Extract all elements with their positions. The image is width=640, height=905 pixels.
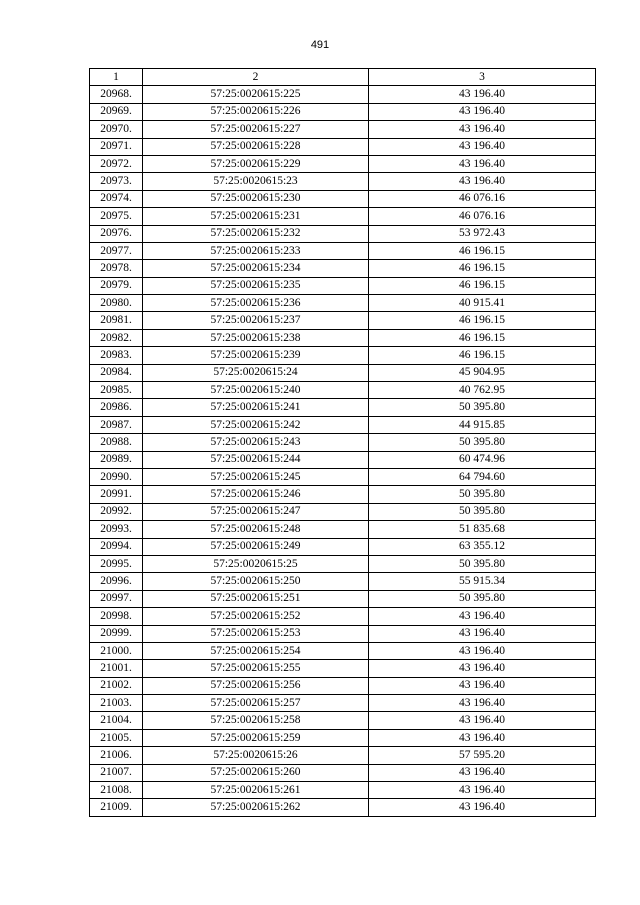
table-row [90,399,596,416]
cadastral-value-cell: 43 196.40 [369,660,596,677]
cadastral-number-cell: 57:25:0020615:248 [143,521,369,538]
cadastral-value-cell: 46 196.15 [369,347,596,364]
table-row [90,242,596,259]
cadastral-value-cell: 60 474.96 [369,451,596,468]
row-number-cell: 20981. [90,312,143,329]
cadastral-number-cell: 57:25:0020615:230 [143,190,369,207]
row-number-cell: 20980. [90,295,143,312]
cadastral-value-cell: 46 196.15 [369,312,596,329]
cadastral-number-cell: 57:25:0020615:244 [143,451,369,468]
table-row [90,416,596,433]
row-number-cell: 20975. [90,208,143,225]
cadastral-value-cell: 43 196.40 [369,608,596,625]
table-row [90,103,596,120]
cadastral-number-cell: 57:25:0020615:240 [143,382,369,399]
row-number-cell: 20971. [90,138,143,155]
cadastral-value-cell: 46 196.15 [369,242,596,259]
row-number-cell: 20989. [90,451,143,468]
cadastral-value-cell: 45 904.95 [369,364,596,381]
row-number-cell: 21000. [90,642,143,659]
column-header-2: 2 [143,69,369,86]
row-number-cell: 20982. [90,329,143,346]
cadastral-number-cell: 57:25:0020615:262 [143,799,369,816]
row-number-cell: 20997. [90,590,143,607]
cadastral-value-cell: 43 196.40 [369,625,596,642]
cadastral-number-cell: 57:25:0020615:260 [143,764,369,781]
cadastral-number-cell: 57:25:0020615:226 [143,103,369,120]
table-row [90,712,596,729]
cadastral-number-cell: 57:25:0020615:255 [143,660,369,677]
row-number-cell: 20978. [90,260,143,277]
row-number-cell: 21005. [90,729,143,746]
cadastral-number-cell: 57:25:0020615:243 [143,434,369,451]
table-row [90,382,596,399]
cadastral-value-cell: 43 196.40 [369,764,596,781]
table-row [90,155,596,172]
cadastral-value-cell: 43 196.40 [369,729,596,746]
cadastral-value-cell: 46 196.15 [369,329,596,346]
cadastral-value-cell: 43 196.40 [369,155,596,172]
cadastral-value-cell: 50 395.80 [369,399,596,416]
cadastral-value-cell: 43 196.40 [369,173,596,190]
cadastral-value-cell: 64 794.60 [369,468,596,485]
cadastral-value-cell: 55 915.34 [369,573,596,590]
table-row [90,608,596,625]
cadastral-number-cell: 57:25:0020615:231 [143,208,369,225]
row-number-cell: 20985. [90,382,143,399]
row-number-cell: 21006. [90,747,143,764]
cadastral-value-cell: 57 595.20 [369,747,596,764]
table-row [90,434,596,451]
cadastral-number-cell: 57:25:0020615:239 [143,347,369,364]
cadastral-value-cell: 50 395.80 [369,434,596,451]
row-number-cell: 20969. [90,103,143,120]
table-row [90,277,596,294]
cadastral-number-cell: 57:25:0020615:23 [143,173,369,190]
cadastral-value-cell: 43 196.40 [369,642,596,659]
row-number-cell: 20973. [90,173,143,190]
table-row [90,573,596,590]
cadastral-number-cell: 57:25:0020615:237 [143,312,369,329]
cadastral-number-cell: 57:25:0020615:257 [143,695,369,712]
row-number-cell: 21008. [90,782,143,799]
cadastral-value-cell: 63 355.12 [369,538,596,555]
cadastral-value-cell: 43 196.40 [369,712,596,729]
cadastral-number-cell: 57:25:0020615:233 [143,242,369,259]
table-row [90,642,596,659]
cadastral-value-cell: 50 395.80 [369,503,596,520]
page-number: 491 [310,39,330,51]
cadastral-value-cell: 51 835.68 [369,521,596,538]
row-number-cell: 20988. [90,434,143,451]
table-row [90,364,596,381]
cadastral-value-cell: 46 076.16 [369,190,596,207]
cadastral-value-cell: 50 395.80 [369,486,596,503]
table-row [90,625,596,642]
table-row [90,451,596,468]
row-number-cell: 20990. [90,468,143,485]
column-header-1: 1 [90,69,143,86]
cadastral-number-cell: 57:25:0020615:258 [143,712,369,729]
row-number-cell: 21009. [90,799,143,816]
column-header-3: 3 [369,69,596,86]
cadastral-value-cell: 50 395.80 [369,590,596,607]
row-number-cell: 20976. [90,225,143,242]
row-number-cell: 20991. [90,486,143,503]
table-row [90,121,596,138]
table-row [90,312,596,329]
cadastral-number-cell: 57:25:0020615:225 [143,86,369,103]
table-row [90,329,596,346]
row-number-cell: 20993. [90,521,143,538]
cadastral-number-cell: 57:25:0020615:251 [143,590,369,607]
row-number-cell: 20996. [90,573,143,590]
table-row [90,295,596,312]
row-number-cell: 20986. [90,399,143,416]
table-row [90,468,596,485]
cadastral-number-cell: 57:25:0020615:252 [143,608,369,625]
cadastral-value-cell: 46 196.15 [369,260,596,277]
row-number-cell: 20979. [90,277,143,294]
cadastral-number-cell: 57:25:0020615:261 [143,782,369,799]
row-number-cell: 20992. [90,503,143,520]
cadastral-number-cell: 57:25:0020615:235 [143,277,369,294]
cadastral-value-cell: 43 196.40 [369,86,596,103]
cadastral-value-cell: 43 196.40 [369,138,596,155]
cadastral-value-table [89,68,596,817]
cadastral-number-cell: 57:25:0020615:246 [143,486,369,503]
cadastral-value-cell: 40 762.95 [369,382,596,399]
table-row [90,747,596,764]
table-row [90,538,596,555]
cadastral-number-cell: 57:25:0020615:241 [143,399,369,416]
row-number-cell: 20977. [90,242,143,259]
cadastral-number-cell: 57:25:0020615:229 [143,155,369,172]
cadastral-number-cell: 57:25:0020615:253 [143,625,369,642]
row-number-cell: 20968. [90,86,143,103]
cadastral-value-cell: 46 196.15 [369,277,596,294]
table-row [90,486,596,503]
row-number-cell: 21001. [90,660,143,677]
cadastral-number-cell: 57:25:0020615:25 [143,555,369,572]
cadastral-number-cell: 57:25:0020615:242 [143,416,369,433]
table-row [90,208,596,225]
cadastral-number-cell: 57:25:0020615:236 [143,295,369,312]
cadastral-value-cell: 40 915.41 [369,295,596,312]
table-row [90,225,596,242]
row-number-cell: 20995. [90,555,143,572]
cadastral-number-cell: 57:25:0020615:238 [143,329,369,346]
cadastral-value-cell: 43 196.40 [369,799,596,816]
row-number-cell: 20970. [90,121,143,138]
table-row [90,86,596,103]
table-row [90,799,596,816]
table-row [90,729,596,746]
table-row [90,677,596,694]
table-header-row [90,69,596,86]
row-number-cell: 20994. [90,538,143,555]
cadastral-number-cell: 57:25:0020615:227 [143,121,369,138]
table-row [90,190,596,207]
cadastral-value-cell: 43 196.40 [369,782,596,799]
row-number-cell: 20974. [90,190,143,207]
row-number-cell: 20984. [90,364,143,381]
cadastral-number-cell: 57:25:0020615:247 [143,503,369,520]
table-row [90,590,596,607]
row-number-cell: 20998. [90,608,143,625]
cadastral-number-cell: 57:25:0020615:249 [143,538,369,555]
cadastral-value-cell: 46 076.16 [369,208,596,225]
cadastral-number-cell: 57:25:0020615:228 [143,138,369,155]
row-number-cell: 20972. [90,155,143,172]
row-number-cell: 21003. [90,695,143,712]
cadastral-number-cell: 57:25:0020615:26 [143,747,369,764]
table-row [90,521,596,538]
cadastral-number-cell: 57:25:0020615:245 [143,468,369,485]
table-row [90,260,596,277]
cadastral-value-cell: 44 915.85 [369,416,596,433]
row-number-cell: 21002. [90,677,143,694]
cadastral-number-cell: 57:25:0020615:232 [143,225,369,242]
table-row [90,347,596,364]
cadastral-value-cell: 43 196.40 [369,103,596,120]
table-body [90,86,596,816]
cadastral-value-cell: 43 196.40 [369,677,596,694]
cadastral-value-cell: 43 196.40 [369,121,596,138]
cadastral-number-cell: 57:25:0020615:256 [143,677,369,694]
cadastral-number-cell: 57:25:0020615:254 [143,642,369,659]
cadastral-value-cell: 53 972.43 [369,225,596,242]
cadastral-number-cell: 57:25:0020615:250 [143,573,369,590]
row-number-cell: 20983. [90,347,143,364]
cadastral-number-cell: 57:25:0020615:24 [143,364,369,381]
table-row [90,173,596,190]
cadastral-number-cell: 57:25:0020615:234 [143,260,369,277]
table-row [90,695,596,712]
cadastral-value-cell: 50 395.80 [369,555,596,572]
row-number-cell: 20987. [90,416,143,433]
row-number-cell: 20999. [90,625,143,642]
cadastral-value-cell: 43 196.40 [369,695,596,712]
cadastral-number-cell: 57:25:0020615:259 [143,729,369,746]
table-row [90,503,596,520]
table-row [90,764,596,781]
table-row [90,555,596,572]
row-number-cell: 21007. [90,764,143,781]
table-row [90,138,596,155]
row-number-cell: 21004. [90,712,143,729]
table-row [90,660,596,677]
table-row [90,782,596,799]
